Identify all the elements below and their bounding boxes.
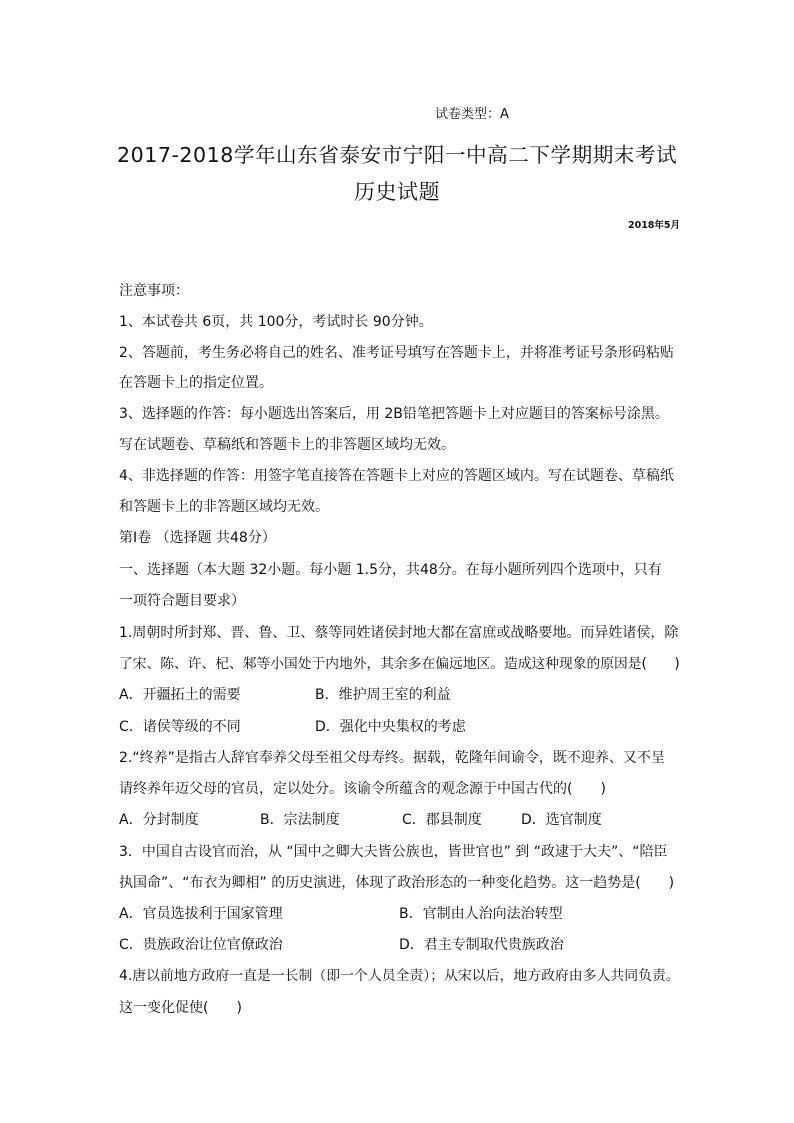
notice-item-1: 1、本试卷共 6页，共 100分，考试时长 90分钟。 [119,314,433,330]
notice-item-2-line-1: 2、答题前，考生务必将自己的姓名、准考证号填写在答题卡上，并将准考证号条形码粘贴 [119,345,674,361]
question-3-option-a: A．官员选拔利于国家管理 [119,906,283,922]
question-2-line-1: 2.“终养”是指古人辞官奉养父母至祖父母寿终。据载，乾隆年间谕令，既不迎养、又不呈 [119,750,665,766]
notice-item-2-line-2: 在答题卡上的指定位置。 [119,375,273,391]
notice-heading: 注意事项： [119,283,189,299]
question-1-line-1: 1.周朝时所封郑、晋、鲁、卫、蔡等同姓诸侯封地大都在富庶或战略要地。而异姓诸侯，除 [119,625,679,641]
notice-item-4-line-1: 4、非选择题的作答：用签字笔直接答在答题卡上对应的答题区域内。写在试题卷、草稿纸 [119,468,674,484]
notice-item-3-line-1: 3、选择题的作答：每小题选出答案后，用 2B铅笔把答题卡上对应题目的答案标号涂黑。 [119,406,669,422]
exam-title: 2017-2018学年山东省泰安市宁阳一中高二下学期期末考试 [117,143,678,167]
part-one-heading: 第Ⅰ卷 （选择题 共48分） [119,530,276,546]
question-1-line-2: 了宋、陈、许、杞、邾等小国处于内地外，其余多在偏远地区。造成这种现象的原因是( ) [119,656,680,672]
question-2-option-a: A．分封制度 [119,812,199,828]
question-3-option-d: D．君主专制取代贵族政治 [399,937,564,953]
question-1-option-b: B．维护周王室的利益 [315,687,451,703]
question-4-line-2: 这一变化促使( ) [119,1000,242,1016]
question-4-line-1: 4.唐以前地方政府一直是一长制（即一个人员全责）；从宋以后，地方政府由多人共同负责。 [119,968,680,984]
question-2-option-d: D．选官制度 [521,812,602,828]
question-3-line-2: 执国命”、“布衣为卿相” 的历史演进，体现了政治形态的一种变化趋势。这一趋势是( ) [119,875,675,891]
exam-type-label: 试卷类型：A [435,107,509,122]
question-2-option-c: C．郡县制度 [402,812,482,828]
section-instructions-line-1: 一、选择题（本大题 32小题。每小题 1.5分，共48分。在每小题所列四个选项中，只有 [119,562,662,578]
question-2-line-2: 请终养年迈父母的官员，定以处分。该谕令所蕴含的观念源于中国古代的( ) [119,781,606,797]
question-3-line-1: 3．中国自古设官而治，从 “国中之卿大夫皆公族也，皆世官也” 到 “政逮于大夫”、“陪臣 [119,844,668,860]
notice-item-3-line-2: 写在试题卷、草稿纸和答题卡上的非答题区域均无效。 [119,437,455,453]
notice-item-4-line-2: 和答题卡上的非答题区域均无效。 [119,499,329,515]
exam-date: 2018年5月 [628,220,680,231]
question-1-option-a: A．开疆拓土的需要 [119,687,241,703]
question-1-option-d: D．强化中央集权的考虑 [315,719,466,735]
question-3-option-b: B．官制由人治向法治转型 [399,906,563,922]
question-2-option-b: B．宗法制度 [260,812,340,828]
section-instructions-line-2: 一项符合题目要求） [119,593,245,609]
question-3-option-c: C．贵族政治让位官僚政治 [119,937,283,953]
exam-subtitle: 历史试题 [354,180,440,204]
question-1-option-c: C．诸侯等级的不同 [119,719,241,735]
